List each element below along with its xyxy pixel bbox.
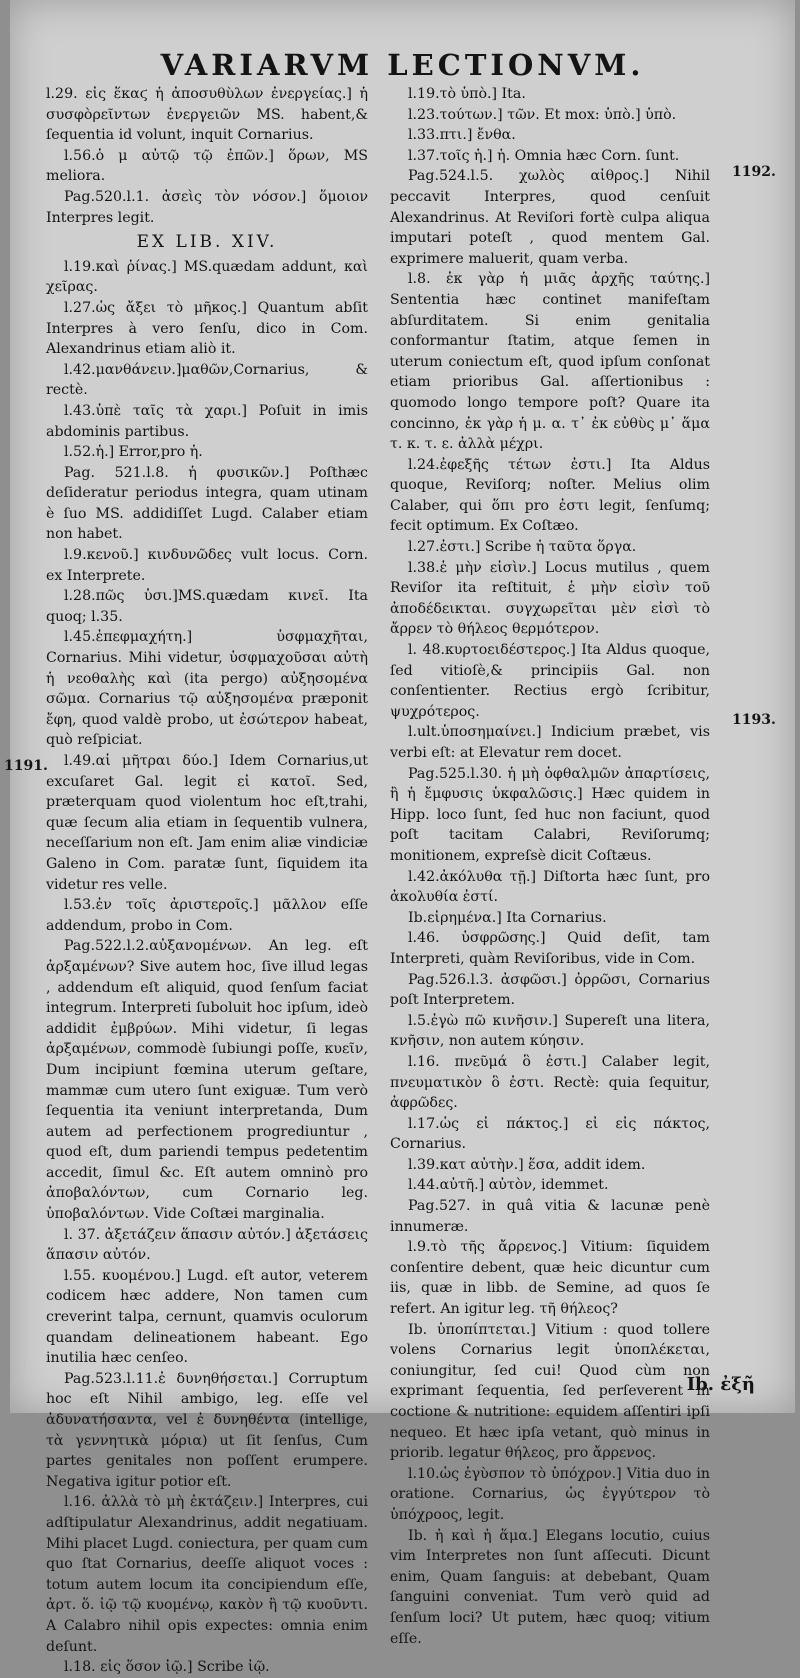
entry: l.43.ὑπὲ ταῖς τὰ χαρι.] Poſuit in imis abdominis partibus. xyxy=(46,402,368,440)
entry: l.19.καὶ ῥίνας.] MS.quædam addunt, καὶ χεῖρας. xyxy=(46,258,368,296)
entry: Pag.527. in quâ vitia & lacunæ penè innumeræ. xyxy=(390,1198,710,1235)
margin-number: 1191. xyxy=(4,758,48,774)
entry: l.56.ὁ μ αὐτῷ τῷ ἐπῶν.] ὅρων, MS meliora. xyxy=(46,147,368,185)
entry: l.9.τὸ τῆς ἄρρενος.] Vitium: ſiquidem conſentire debent, quæ heic dicuntur cum iis, quæ in libb. de Semine, ad quos ſe refert. An igitur leg. τῆ θήλεος? xyxy=(390,1239,710,1318)
right-column xyxy=(390,84,710,1649)
entry: l.18. εἰς ὅσον ἰῷ.] Scribe ἰῷ. xyxy=(64,1659,270,1676)
entry: l.37.τοῖς ἡ.] ἡ. Omnia hæc Corn. ſunt. xyxy=(408,147,680,164)
entry: Ib. ὑποπίπτεται.] Vitium : quod tollere volens Cornarius legit ὑποπλέκεται, coniungitur, ſed cui! Quod cùm non exprimant ſequentia, ſed perſeverent in coctione & nutritione: equidem aſſentiri ipſi nequeo. Et hæc ipſa vetant, quò minus in priorib. legatur θήλεος, pro ἄρρενος. xyxy=(390,1321,710,1462)
entry: l.24.ἐφεξῆς τέτων ἐστι.] Ita Aldus quoque, Reviſorq; noſter. Melius olim Calaber, qui ὅπι pro ἐστι legit, ſenſumq; fecit optimum. Ex Coſtæo. xyxy=(390,456,710,535)
entry: l.ult.ὑποσημαίνει.] Indicium præbet, vis verbi eſt: at Elevatur rem docet. xyxy=(390,724,710,761)
entry: l.23.τούτων.] τῶν. Et mox: ὑπὸ.] ὑπὸ. xyxy=(408,106,677,123)
entry: l.17.ὡς εἰ πάκτος.] εἰ εἰς πάκτος, Cornarius. xyxy=(390,1115,710,1153)
entry: l. 37. ἀξετάζειν ἅπασιν αὐτόν.] ἀξετάσεις ἅπασιν αὐτόν. xyxy=(46,1226,368,1264)
entry: l.10.ὡς ἐγὺσπον τὸ ὑπόχρον.] Vitia duo in oratione. Cornarius, ὡς ἐγγύτερον τὸ ὑπόχροος, legit. xyxy=(390,1465,710,1523)
margin-number: 1192. xyxy=(732,164,776,180)
entry: l.55. κυομένου.] Lugd. eſt autor, veterem codicem hæc addere, Non tamen cum creverint talpa, cernunt, quamvis oculorum quandam delineationem habeant. Ego inutilia hæc cenſeo. xyxy=(46,1267,368,1367)
entry: l.49.αἱ μῆτραι δύο.] Idem Cornarius,ut excuſaret Gal. legit εἰ κατοῖ. Sed, præterquam quod violentum hoc eſt,trahi, quæ ſecum alia etiam in ſequentib vulnera, neceſſarium non eſt. Jam enim aliæ vindiciæ Galeno in Com. paratæ ſunt, ſiquidem ita videtur res velle. xyxy=(46,753,368,893)
entry: Pag.522.l.2.αὐξανομένων. An leg. eſt ἀρξαμένων? Sive autem hoc, ſive illud legas , addendum eſt aliquid, quod ſenſum faciat integrum. Interpreti ſuboluit hoc ipſum, ideò addidit ἐμβρύων. Mihi videtur, ſi legas ἀρξαμένων, commodè ſubiungi poſſe, κυεῖν, Dum incipiunt fœmina uterum geſtare, mammæ cum utero ſunt exiguæ. Tum verò ſequentia ita veniunt interpretanda, Dum autem ad perfectionem progrediuntur , quod eſt, dum pariendi tempus pedetentim accedit, ſimul &c. Eſt autem omninò pro ἀποβαλόντων, cum Cornario leg. ὑποβαλόντων. Vide Coſtæi marginalia. xyxy=(46,938,368,1223)
entry: l.19.τὸ ὑπὸ.] Ita. xyxy=(408,86,526,102)
entry: Pag.525.l.30. ἡ μὴ ὀφθαλμῶν ἀπαρτίσεις, ἢ ἡ ἔμφυσις ὑκφαλῶσις.] Hæc quidem in Hipp. loco ſunt, ſed huc non faciunt, quod poſt tacitam Calabri, Reviſorumq; monitionem, expreſsè dicit Coſtæus. xyxy=(390,765,710,864)
entry: l.42.μανθάνειν.]μαθῶν,Cornarius, & rectè. xyxy=(46,361,368,399)
entry: l.45.ἐπεφμαχήτη.] ὑσφμαχῆται, Cornarius. Mihi videtur, ὑσφμαχοῦσαι αὐτὴ ἡ νεοθαλὴς καὶ (ita pergo) αὐξησομένα σῶμα. Cornarius τῷ αὐξησομένα præponit ἔφη, quod valdè probo, ut ἐσώτερον habeat, quò reſpiciat. xyxy=(46,629,368,749)
entry: Ib.εἰρημένα.] Ita Cornarius. xyxy=(408,909,607,926)
entry: l.52.ἡ.] Error,pro ἡ. xyxy=(64,444,203,461)
entry: Pag. 521.l.8. ἡ φυσικῶν.] Poſthæc deſideratur periodus integra, quam utinam è ſuo MS. addidiſſet Lugd. Calaber etiam non habet. xyxy=(46,464,368,543)
entry: Pag.520.l.1. ἀσεὶς τὸν νόσον.] ὅμοιον Interpres legit. xyxy=(46,188,368,226)
entry: l.53.ἐν τοῖς ἀριστεροῖς.] μᾶλλον eſſe addendum, probo in Com. xyxy=(46,897,368,934)
entry: Ib. ἡ καὶ ἡ ἅμα.] Elegans locutio, cuius vim Interpretes non ſunt aſſecuti. Dicunt enim, Quam ſanguis: at debebant, Quam ſanguini conveniat. Tum verò quid ad ſenſum loci? Ut putem, hæc quoq; vitium eſſe. xyxy=(390,1527,710,1647)
entry: l.29. εἰς ἕκαϛ ἡ ἀποσυθὺλων ἐνεργείας.] ἡ συσφὸρεῖντων ἐνεργειῶν MS. habent,& ſequentia id volunt, inquit Cornarius. xyxy=(46,86,368,144)
running-header: VARIARVM LECTIONVM. xyxy=(160,48,645,82)
entry: Pag.526.l.3. ἀσφῶσι.] ὀρρῶσι, Cornarius poſt Interpretem. xyxy=(390,971,710,1009)
margin-number: 1193. xyxy=(732,712,776,728)
entry: l.46. ὑσφρῶσης.] Quid deſit, tam Interpreti, quàm Reviſoribus, vide in Com. xyxy=(390,930,710,967)
entry: l.39.κατ αὐτὴν.] ἕσα, addit idem. xyxy=(408,1156,646,1173)
entry: l.8. ἐκ γὰρ ἡ μιᾶς ἀρχῆς ταύτης.] Sententia hæc continet manifeſtam abſurditatem. Si enim genitalia conformantur ſtatim, atque ſemen in uterum coniectum eſt, quod ipſum conſonat etiam prioribus Gal. aſſertionibus : quomodo longo tempore poſt? Quare ita concinno, ἐκ γὰρ ἡ μ. α. τ᾽ ἐκ εὐθὺς μ᾽ ἅμα τ. κ. τ. ε. ἀλλὰ μέχρι. xyxy=(390,271,710,453)
entry: l.28.πῶς ὑσι.]MS.quædam κινεῖ. Ita quoq; l.35. xyxy=(46,588,368,625)
entry: l.44.αὐτῆ.] αὐτὸν, idemmet. xyxy=(408,1177,609,1194)
entry: l.38.ἑ μὴν εἰσὶν.] Locus mutilus , quem Reviſor ita reſtituit, ἑ μὴν εἰσὶν τοῦ ἀποδέδεικται. συγχωρεῖται μὲν εἰσὶ τὸ ἄρρεν τὸ θήλεος θερμότερον. xyxy=(390,559,710,638)
entry: Pag.523.l.11.ἐ δυνηθήσεται.] Corruptum hoc eſt Nihil ambigo, leg. eſſe vel ἀδυνατήσαντα, vel ἐ δυνηθέντα (intellige, τὰ γεννητικὰ μόρια) ut ſit ſenſus, Cum partes genitales non poſſent erumpere. Negativa igitur potior eſt. xyxy=(46,1370,368,1490)
section-heading: EX LIB. XIV. xyxy=(136,232,278,253)
catchword: Ib. ἐξῆ xyxy=(686,1374,755,1395)
entry: l.27.ἐστι.] Scribe ἡ ταῦτα ὅργα. xyxy=(408,539,637,556)
entry: l.16. πνεῦμά ὃ ἐστι.] Calaber legit, πνευματικὸν ὃ ἐστι. Rectè: quia ſequitur, ἀφρῶδες. xyxy=(390,1053,710,1112)
entry: Pag.524.l.5. χωλὸς αἰθρος.] Nihil peccavit Interpres, quod cenſuit Alexandrinus. At Reviſori fortè culpa aliqua imputari poteſt , quod mentem Gal. exprimere maluerit, quam verba. xyxy=(390,168,710,267)
entry: l.9.κενοῦ.] κινδυνῶδες vult locus. Corn. ex Interprete. xyxy=(46,547,368,584)
left-column xyxy=(46,84,368,1678)
entry: l.42.ἀκόλυθα τῇ.] Diſtorta hæc ſunt, pro ἀκολυθία ἐστί. xyxy=(390,868,710,906)
book-page xyxy=(4,0,795,1676)
entry: l.27.ὡς ἄξει τὸ μῆκος.] Quantum abſit Interpres à vero ſenſu, dico in Com. Alexandrinus etiam aliò it. xyxy=(46,299,368,358)
entry: l.33.πτι.] ἔνθα. xyxy=(408,127,516,144)
entry: l.16. ἀλλὰ τὸ μὴ ἐκτάζειν.] Interpres, cui adſtipulatur Alexandrinus, addit negatiuam. Mihi placet Lugd. coniectura, per quam cum quo ſtat Cornarius, deeſſe aliquot voces : totum autem locum ita concipiendum eſſe, ἀρτ. ὅ. ἰῷ τῷ κυομένῳ, κακὸν ἢ τῷ κυοῦντι. A Calabro nihil opis expectes: omnia enim deſunt. xyxy=(46,1494,368,1655)
entry: l. 48.κυρτοειδέστερος.] Ita Aldus quoque, ſed vitioſè,& principiis Gal. non conſentienter. Rectius ergò ſcribitur, ψυχρότερος. xyxy=(390,642,710,720)
entry: l.5.ἐγὼ πῶ κινῆσιν.] Supereſt una litera, κνῆσιν, non autem κύησιν. xyxy=(390,1012,710,1050)
